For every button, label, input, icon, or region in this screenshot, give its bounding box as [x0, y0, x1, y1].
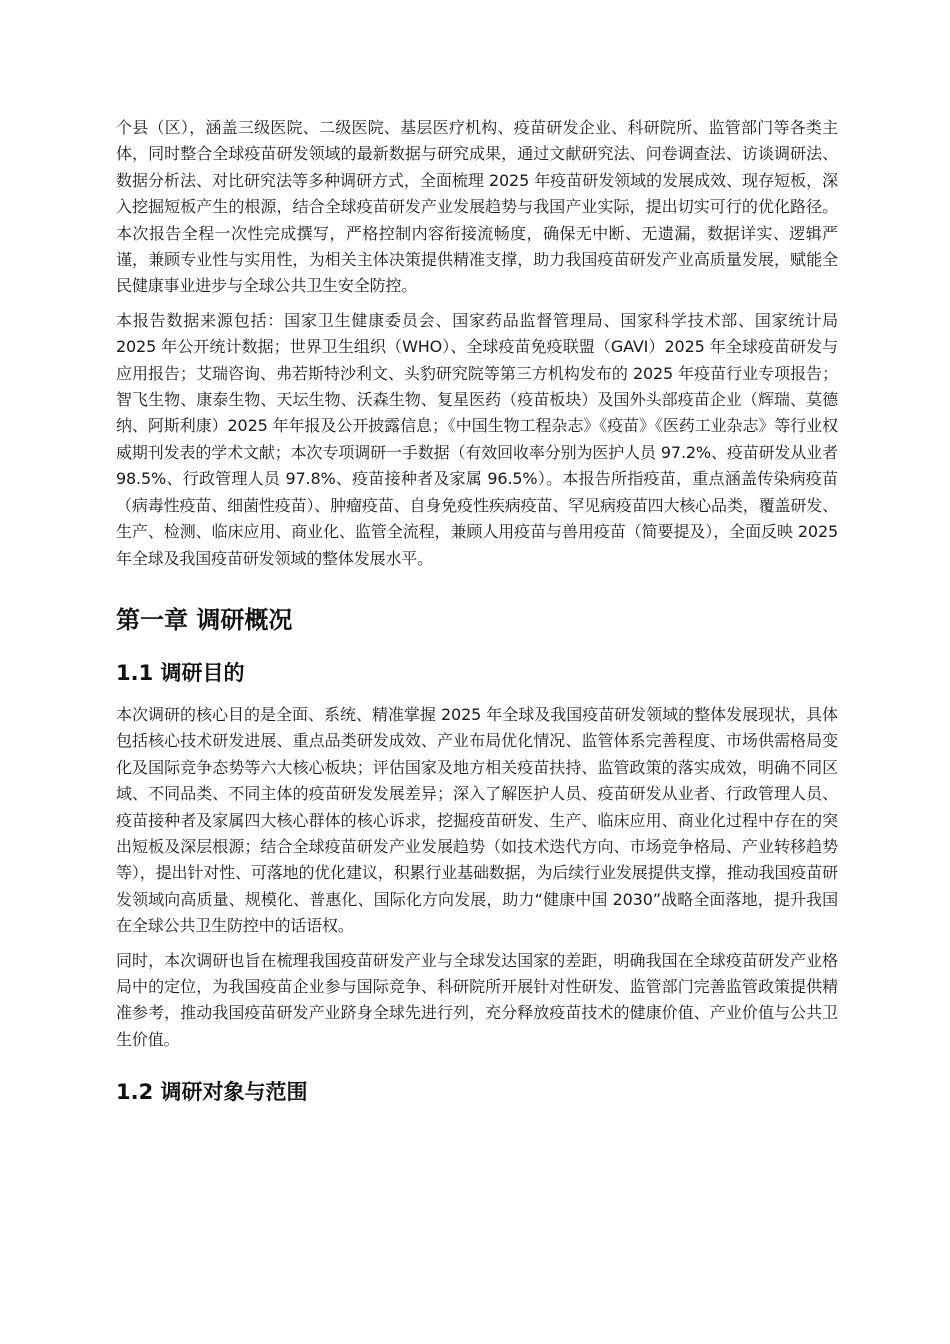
section-title-1-1: 1.1 调研目的 [116, 660, 245, 685]
intro-paragraph-1: 个县（区），涵盖三级医院、二级医院、基层医疗机构、疫苗研发企业、科研院所、监管部门等各类主体，同时整合全球疫苗研发领域的最新数据与研究成果，通过文献研究法、问卷调查法、访谈调研法、数据分析法、对比研究法等多种调研方式，全面梳理 2025 年疫苗研发领域的发展成效、现存短板，深入挖掘短板产生的根源，结合全球疫苗研发产业发展趋势与我国产业实际，提出切实可行的优化路径。本次报告全程一次性完成撰写，严格控制内容衔接流畅度，确保无中断、无遗漏，数据详实、逻辑严谨，兼顾专业性与实用性，为相关主体决策提供精准支撑，助力我国疫苗研发产业高质量发展，赋能全民健康事业进步与全球公共卫生安全防控。 [116, 118, 838, 296]
document-page [116, 115, 838, 1121]
section-1-1-paragraph-2: 同时，本次调研也旨在梳理我国疫苗研发产业与全球发达国家的差距，明确我国在全球疫苗研发产业格局中的定位，为我国疫苗企业参与国际竞争、科研院所开展针对性研发、监管部门完善监管政策提供精准参考，推动我国疫苗研发产业跻身全球先进行列，充分释放疫苗技术的健康价值、产业价值与公共卫生价值。 [116, 950, 838, 1049]
intro-paragraph-2: 本报告数据来源包括：国家卫生健康委员会、国家药品监督管理局、国家科学技术部、国家统计局 2025 年公开统计数据；世界卫生组织（WHO）、全球疫苗免疫联盟（GAVI）2025 年全球疫苗研发与应用报告；艾瑞咨询、弗若斯特沙利文、头豹研究院等第三方机构发布的 2025 年疫苗行业专项报告；智飞生物、康泰生物、天坛生物、沃森生物、复星医药（疫苗板块）及国外头部疫苗企业（辉瑞、莫德纳、阿斯利康）2025 年年报及公开披露信息；《中国生物工程杂志》《疫苗》《医药工业杂志》等行业权威期刊发表的学术文献；本次专项调研一手数据（有效回收率分别为医护人员 97.2%、疫苗研发从业者 98.5%、行政管理人员 97.8%、疫苗接种者及家属 96.5%）。本报告所指疫苗，重点涵盖传染病疫苗（病毒性疫苗、细菌性疫苗）、肿瘤疫苗、自身免疫性疾病疫苗、罕见病疫苗四大核心品类，覆盖研发、生产、检测、临床应用、商业化、监管全流程，兼顾人用疫苗与兽用疫苗（简要提及），全面反映 2025 年全球及我国疫苗研发领域的整体发展水平。 [116, 310, 838, 568]
section-1-1-paragraph-1: 本次调研的核心目的是全面、系统、精准掌握 2025 年全球及我国疫苗研发领域的整体发展现状，具体包括核心技术研发进展、重点品类研发成效、产业布局优化情况、监管体系完善程度、市场供需格局变化及国际竞争态势等六大核心板块；评估国家及地方相关疫苗扶持、监管政策的落实成效，明确不同区域、不同品类、不同主体的疫苗研发发展差异；深入了解医护人员、疫苗研发从业者、行政管理人员、疫苗接种者及家属四大核心群体的核心诉求，挖掘疫苗研发、生产、临床应用、商业化过程中存在的突出短板及深层根源；结合全球疫苗研发产业发展趋势（如技术迭代方向、市场竞争格局、产业转移趋势等），提出针对性、可落地的优化建议，积累行业基础数据，为后续行业发展提供支撑，推动我国疫苗研发领域向高质量、规模化、普惠化、国际化方向发展，助力“健康中国 2030”战略全面落地，提升我国在全球公共卫生防控中的话语权。 [116, 704, 838, 936]
chapter-title: 第一章 调研概况 [116, 605, 293, 634]
section-title-1-2: 1.2 调研对象与范围 [116, 1080, 308, 1105]
